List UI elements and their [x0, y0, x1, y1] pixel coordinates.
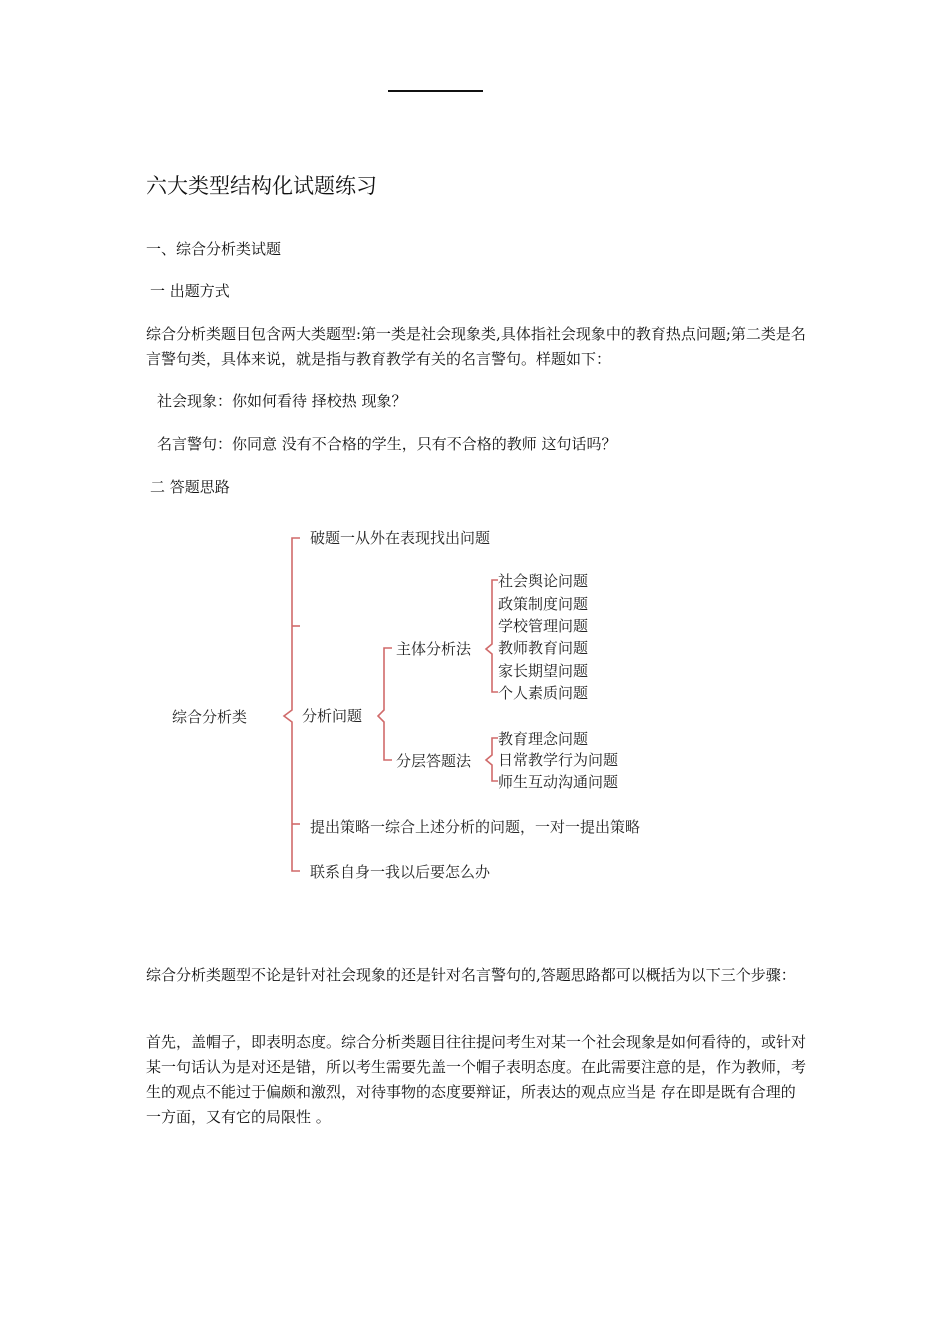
method2-item: 教育理念问题: [498, 730, 589, 748]
method1-item: 学校管理问题: [498, 617, 589, 635]
page-title: 六大类型结构化试题练习: [146, 174, 377, 198]
step-relate-self: 联系自身一我以后要怎么办: [310, 863, 491, 881]
method1-item: 个人素质问题: [498, 684, 589, 702]
approach-summary-paragraph: 综合分析类题型不论是针对社会现象的还是针对名言警句的,答题思路都可以概括为以下三个步骤：: [146, 966, 796, 984]
step-break-question: 破题一从外在表现找出问题: [310, 529, 491, 547]
root-label: 综合分析类: [172, 708, 248, 726]
step-analyze: 分析问题: [302, 707, 363, 725]
sample-question-social: 社会现象：你如何看待 择校热 现象？: [157, 392, 407, 410]
top-rule: [388, 90, 483, 92]
method2-bracket: [486, 738, 498, 781]
method-layered-answer: 分层答题法: [396, 752, 472, 770]
intro-paragraph: 综合分析类题目包含两大类题型:第一类是社会现象类,具体指社会现象中的教育热点问题;第二类是名言警句类，具体来说，就是指与教育教学有关的名言警句。样题如下：: [146, 325, 806, 368]
method1-item: 政策制度问题: [498, 595, 589, 613]
subheading-answer-approach: 二 答题思路: [150, 478, 230, 496]
step-one-paragraph: 首先，盖帽子，即表明态度。综合分析类题目往往提问考生对某一个社会现象是如何看待的，或针对某一句话认为是对还是错，所以考生需要先盖一个帽子表明态度。在此需要注意的是，作为教师，考生的观点不能过于偏颇和激烈，对待事物的态度要辩证，所表达的观点应当是 存在即是既有合理的一方面，又有它的局限性 。: [146, 1033, 807, 1126]
method2-item: 师生互动沟通问题: [498, 773, 619, 791]
analysis-bracket: [378, 648, 392, 760]
method1-item: 社会舆论问题: [498, 572, 589, 590]
subheading-question-format: 一 出题方式: [150, 282, 230, 300]
step-propose-strategy: 提出策略一综合上述分析的问题，一对一提出策略: [310, 818, 641, 836]
method-subject-analysis: 主体分析法: [396, 640, 472, 658]
section-heading: 一、综合分析类试题: [146, 240, 282, 258]
mind-map-diagram: [160, 518, 720, 893]
sample-question-quote: 名言警句：你同意 没有不合格的学生，只有不合格的教师 这句话吗？: [157, 435, 617, 453]
method1-bracket: [486, 580, 498, 692]
root-bracket: [284, 538, 300, 871]
method1-item: 家长期望问题: [498, 662, 589, 680]
method1-item: 教师教育问题: [498, 639, 589, 657]
method2-item: 日常教学行为问题: [498, 751, 619, 769]
